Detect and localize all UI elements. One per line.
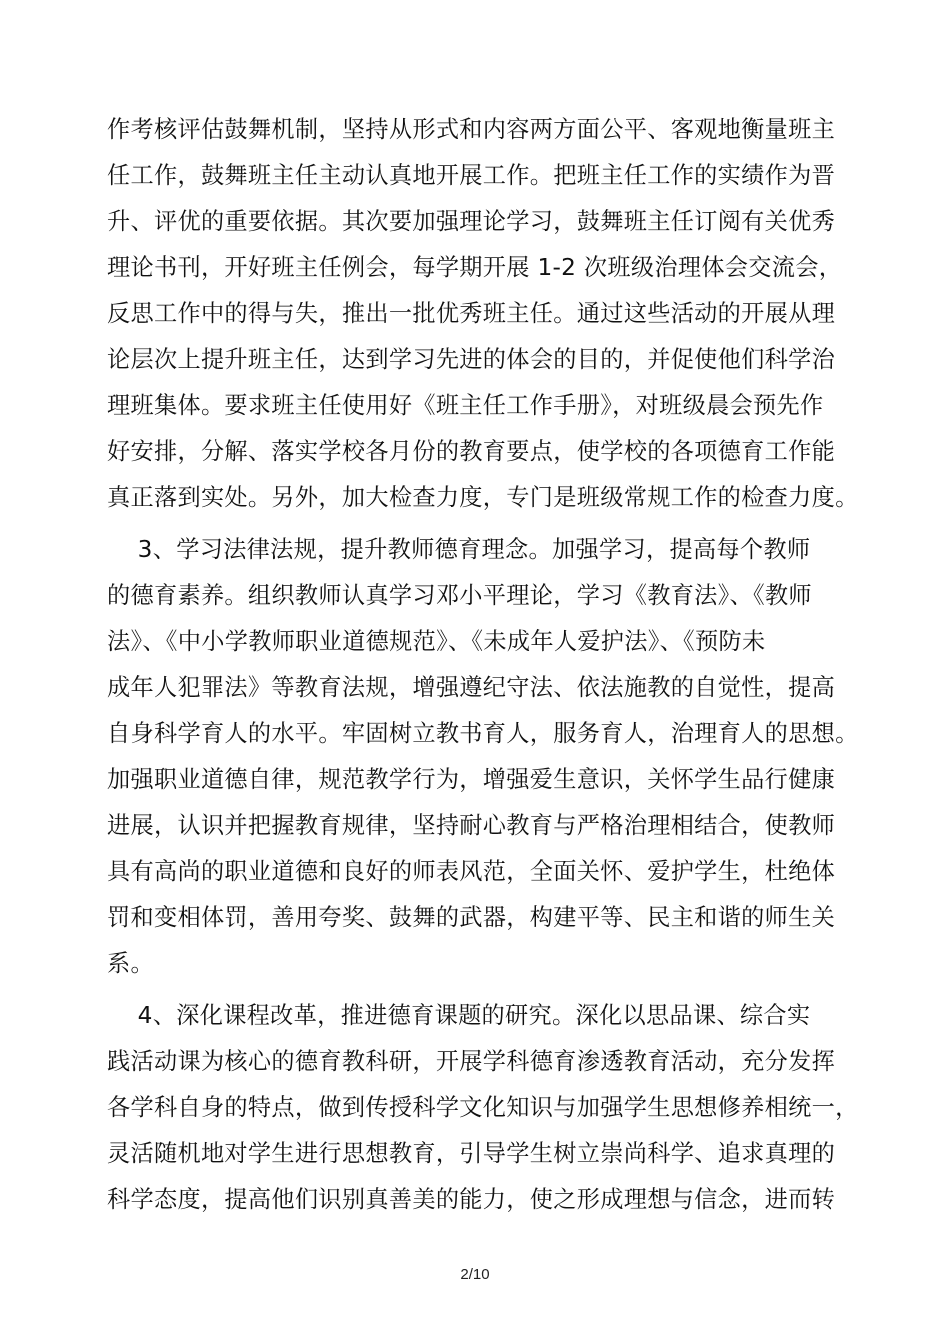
text-line: 自身科学育人的水平。牢固树立教书育人，服务育人，治理育人的思想。 [107,720,859,747]
text-line: 理论书刊，开好班主任例会，每学期开展 1-2 次班级治理体会交流会， [107,254,843,281]
text-line: 理班集体。要求班主任使用好《班主任工作手册》，对班级晨会预先作 [107,392,824,419]
text-line: 各学科自身的特点，做到传授科学文化知识与加强学生思想修养相统一， [107,1094,859,1121]
text-line: 任工作，鼓舞班主任主动认真地开展工作。把班主任工作的实绩作为晋 [107,162,836,189]
text-line: 成年人犯罪法》等教育法规，增强遵纪守法、依法施教的自觉性，提高 [107,674,836,701]
text-line: 具有高尚的职业道德和良好的师表风范，全面关怀、爱护学生，杜绝体 [107,858,836,885]
text-line: 加强职业道德自律，规范教学行为，增强爱生意识，关怀学生品行健康 [107,766,836,793]
text-line: 践活动课为核心的德育教科研，开展学科德育渗透教育活动，充分发挥 [107,1048,836,1075]
page-number: 2/10 [460,1266,490,1283]
text-line: 科学态度，提高他们识别真善美的能力，使之形成理想与信念，进而转 [107,1186,836,1213]
text-line: 作考核评估鼓舞机制，坚持从形式和内容两方面公平、客观地衡量班主 [107,116,836,143]
text-line: 进展，认识并把握教育规律，坚持耐心教育与严格治理相结合，使教师 [107,812,836,839]
text-line: 灵活随机地对学生进行思想教育，引导学生树立崇尚科学、追求真理的 [107,1140,836,1167]
text-line: 反思工作中的得与失，推出一批优秀班主任。通过这些活动的开展从理 [107,300,836,327]
text-line: 系。 [107,950,154,977]
text-line: 真正落到实处。另外，加大检查力度，专门是班级常规工作的检查力度。 [107,484,859,511]
text-line: 法》、《中小学教师职业道德规范》、《未成年人爱护法》、《预防未 [107,628,766,655]
text-line: 罚和变相体罚，善用夸奖、鼓舞的武器，构建平等、民主和谐的师生关 [107,904,836,931]
text-line: 论层次上提升班主任，达到学习先进的体会的目的，并促使他们科学治 [107,346,836,373]
text-line: 3、学习法律法规，提升教师德育理念。加强学习，提高每个教师 [107,536,811,563]
text-line: 4、深化课程改革，推进德育课题的研究。深化以思品课、综合实 [107,1002,811,1029]
text-line: 的德育素养。组织教师认真学习邓小平理论，学习《教育法》、《教师 [107,582,812,609]
text-line: 好安排，分解、落实学校各月份的教育要点，使学校的各项德育工作能 [107,438,836,465]
text-line: 升、评优的重要依据。其次要加强理论学习，鼓舞班主任订阅有关优秀 [107,208,836,235]
